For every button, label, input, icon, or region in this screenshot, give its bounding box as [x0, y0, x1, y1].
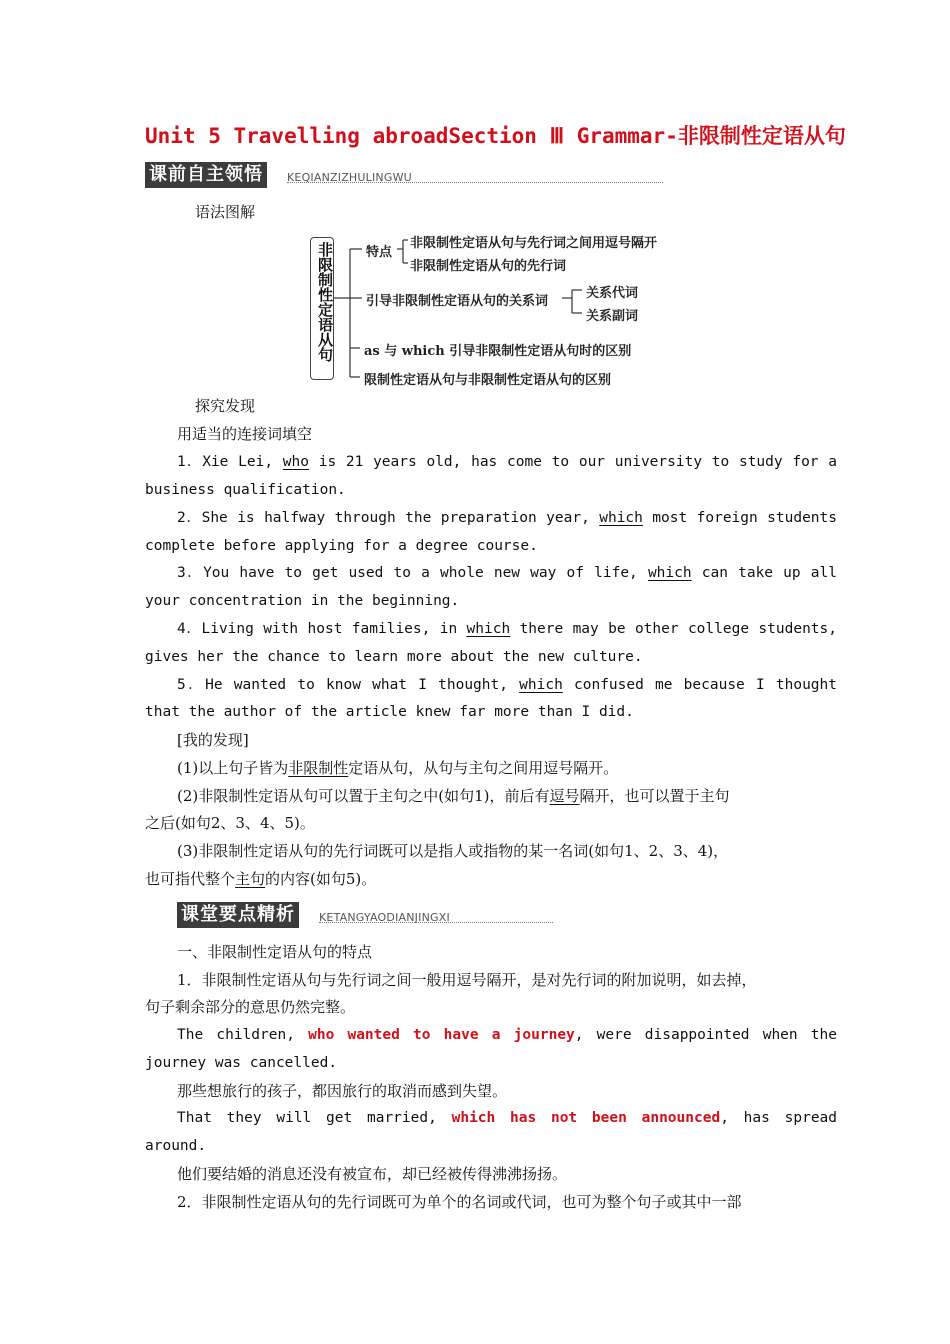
- sentence-1-cont: business qualification.: [145, 482, 346, 498]
- finding-text: (1)以上句子皆为: [177, 759, 289, 777]
- example-text: , were disappointed when the: [574, 1027, 837, 1043]
- sentence-3-cont: your concentration in the beginning.: [145, 593, 460, 609]
- banner-pinyin: KEQIANZIZHULINGWU: [287, 171, 412, 184]
- sentence-text: confused me because I thought: [562, 677, 837, 693]
- diagram-relative-adverb: 关系副词: [586, 309, 639, 324]
- sentence-text: 2．She is halfway through the preparation year,: [177, 510, 600, 526]
- diagram-relatives-label: 引导非限制性定语从句的关系词: [366, 294, 549, 309]
- answer-blank: who: [282, 454, 309, 470]
- example-1: [145, 1025, 837, 1045]
- finding-3-cont: [145, 869, 810, 889]
- sentence-text: 4．Living with host families, in: [177, 621, 467, 637]
- diagram-relative-pronoun: 关系代词: [586, 286, 639, 301]
- example-1-cont: journey was cancelled.: [145, 1055, 338, 1071]
- explore-label: 探究发现: [195, 397, 256, 415]
- grammar-diagram-label: 语法图解: [195, 203, 256, 221]
- sentence-1: [145, 452, 837, 472]
- section-1-heading: 一、非限制性定语从句的特点: [177, 943, 373, 961]
- fill-instruction: 用适当的连接词填空: [177, 425, 313, 443]
- answer-blank: 主句: [235, 870, 266, 888]
- banner-label: 课前自主领悟: [145, 162, 267, 188]
- diagram-root-label: 非限制性定语从句: [316, 242, 334, 362]
- answer-blank: which: [647, 565, 692, 581]
- finding-text: 隔开，也可以置于主句: [579, 787, 730, 805]
- sentence-3: [145, 563, 837, 583]
- grammar-diagram: [0, 0, 950, 400]
- example-1-translation: 那些想旅行的孩子，都因旅行的取消而感到失望。: [177, 1082, 508, 1100]
- diagram-as-which: as 与 which 引导非限制性定语从句时的区别: [364, 344, 632, 359]
- page-title: Unit 5 Travelling abroadSection Ⅲ Grammar-非限制性定语从句: [145, 124, 846, 148]
- example-text: The children,: [177, 1027, 309, 1043]
- example-2-translation: 他们要结婚的消息还没有被宣布，却已经被传得沸沸扬扬。: [177, 1165, 568, 1183]
- example-2-cont: around.: [145, 1138, 207, 1154]
- answer-blank: which: [519, 677, 563, 693]
- diagram-feature-1: 非限制性定语从句与先行词之间用逗号隔开: [410, 236, 658, 251]
- banner-label: 课堂要点精析: [177, 902, 299, 928]
- finding-2-cont: 之后(如句2、3、4、5)。: [145, 814, 315, 832]
- example-2: [145, 1108, 837, 1128]
- sentence-2: [145, 508, 837, 528]
- sentence-2-cont: complete before applying for a degree course.: [145, 538, 538, 554]
- section-banner-preclass: [145, 162, 525, 188]
- sentence-text: 1．Xie Lei,: [177, 454, 283, 470]
- finding-2: [177, 786, 842, 806]
- finding-text: 定语从句，从句与主句之间用逗号隔开。: [348, 759, 619, 777]
- answer-blank: 逗号: [549, 787, 580, 805]
- diagram-root-box: [310, 237, 334, 380]
- sentence-text: is 21 years old, has come to our university to study for a: [308, 454, 837, 470]
- diagram-feature-2: 非限制性定语从句的先行词: [410, 259, 567, 274]
- sentence-text: 5．He wanted to know what I thought,: [177, 677, 520, 693]
- banner-dotted-line: [319, 922, 553, 923]
- finding-text: 也可指代整个: [145, 870, 236, 888]
- banner-pinyin: KETANGYAODIANJINGXI: [319, 911, 450, 924]
- banner-dotted-line: [287, 182, 663, 183]
- finding-text: (2)非限制性定语从句可以置于主句之中(如句1)，前后有: [177, 787, 550, 805]
- point-2-line-1: 2．非限制性定语从句的先行词既可为单个的名词或代词，也可为整个句子或其中一部: [177, 1193, 742, 1211]
- point-1-line-2: 句子剩余部分的意思仍然完整。: [145, 998, 356, 1016]
- findings-label: [我的发现]: [177, 731, 249, 749]
- finding-text: 的内容(如句5)。: [265, 870, 377, 888]
- sentence-text: most foreign students: [642, 510, 837, 526]
- example-text: , has spread: [720, 1110, 838, 1126]
- answer-blank: 非限制性: [288, 759, 349, 777]
- sentence-text: can take up all: [691, 565, 837, 581]
- finding-3: (3)非限制性定语从句的先行词既可以是指人或指物的某一名词(如句1、2、3、4)，: [177, 842, 729, 860]
- highlighted-clause: which has not been announced: [451, 1110, 721, 1126]
- answer-blank: which: [466, 621, 511, 637]
- finding-1: [177, 758, 842, 778]
- highlighted-clause: who wanted to have a journey: [308, 1027, 575, 1043]
- point-1-line-1: 1．非限制性定语从句与先行词之间一般用逗号隔开，是对先行词的附加说明，如去掉，: [177, 971, 757, 989]
- example-text: That they will get married,: [177, 1110, 452, 1126]
- sentence-text: there may be other college students,: [510, 621, 837, 637]
- sentence-4-cont: gives her the chance to learn more about the new culture.: [145, 649, 643, 665]
- diagram-connectors: [0, 0, 950, 400]
- answer-blank: which: [599, 510, 643, 526]
- sentence-4: [145, 619, 837, 639]
- diagram-features-label: 特点: [366, 245, 393, 260]
- sentence-5-cont: that the author of the article knew far more than I did.: [145, 704, 634, 720]
- sentence-5: [145, 675, 837, 695]
- sentence-text: 3．You have to get used to a whole new way of life,: [177, 565, 648, 581]
- section-banner-inclass: [177, 902, 557, 928]
- diagram-difference: 限制性定语从句与非限制性定语从句的区别: [364, 373, 612, 388]
